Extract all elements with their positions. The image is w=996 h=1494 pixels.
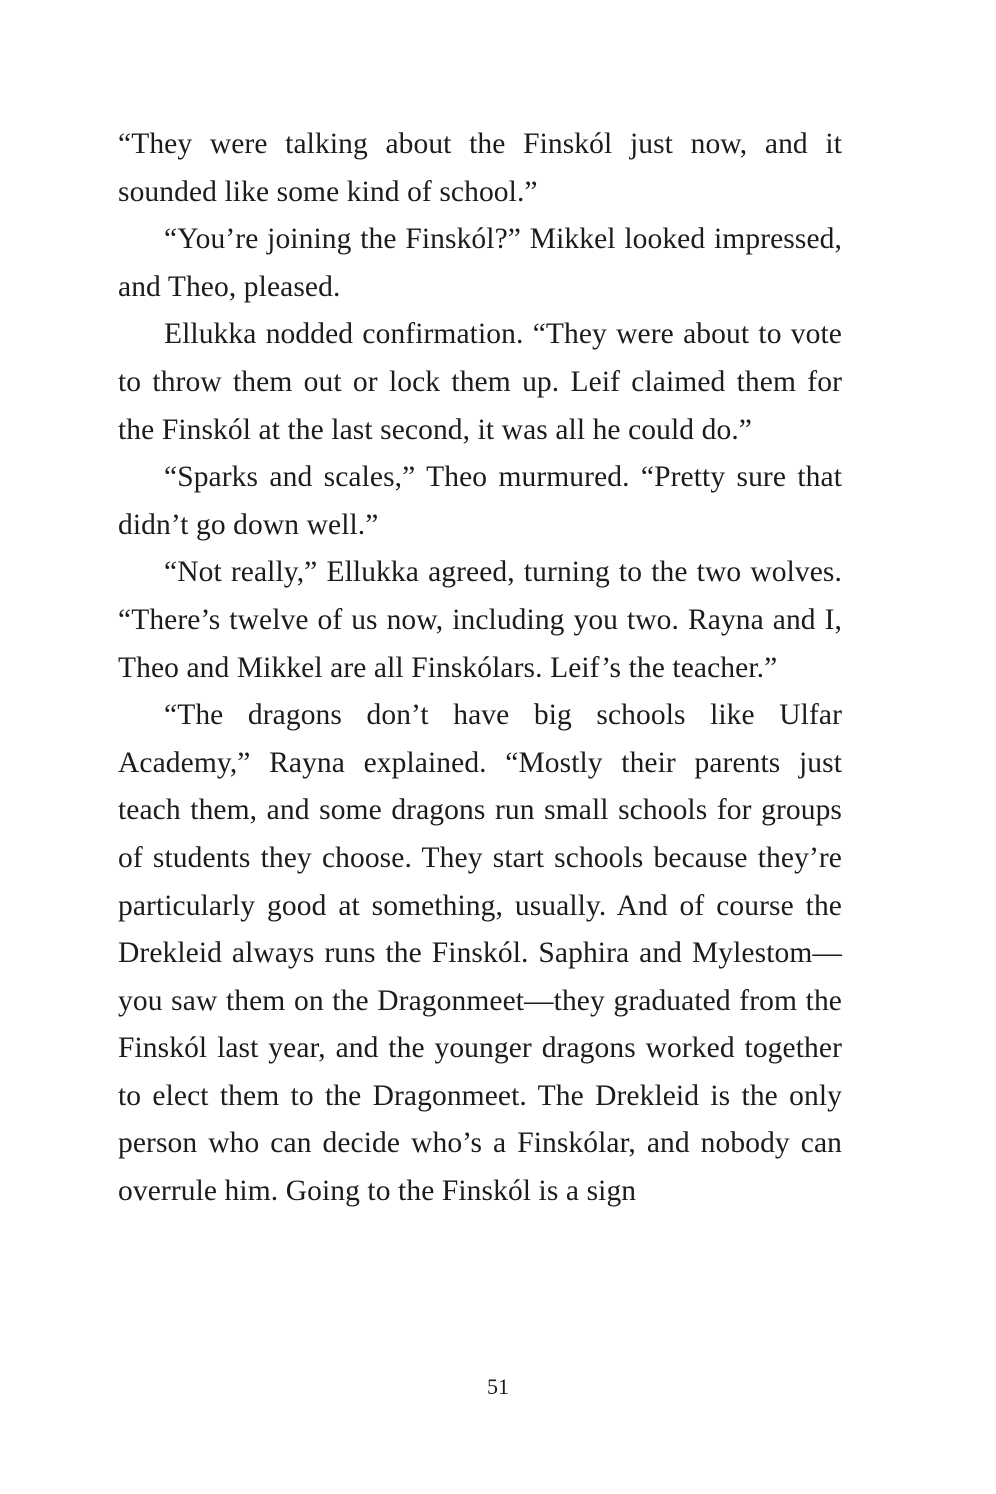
paragraph-3: Ellukka nodded confirmation. “They were about to vote to throw them out or lock them up. Leif claimed them for the Finskól at the last second, it was all he could do.” — [118, 318, 842, 446]
paragraph-6: “The dragons don’t have big schools like Ulfar Academy,” Rayna explained. “Mostly their parents just teach them, and some dragons run small schools for groups of students they choose. They start schools because they’re particularly good at something, usually. And of course the Drekleid always runs the Finskól. Saphira and Mylestom—you saw them on the Dragonmeet—they graduated from the Finskól last year, and the younger dragons worked together to elect them to the Dragonmeet. The Drekleid is the only person who can decide who’s a Finskólar, and nobody can overrule him. Going to the Finskól is a sign — [118, 699, 842, 1208]
paragraph-5: “Not really,” Ellukka agreed, turning to the two wolves. “There’s twelve of us now, including you two. Rayna and I, Theo and Mikkel are all Finskólars. Leif’s the teacher.” — [118, 556, 842, 684]
paragraph-1: “They were talking about the Finskól just now, and it sounded like some kind of school.” — [118, 128, 842, 208]
paragraph-4: “Sparks and scales,” Theo murmured. “Pretty sure that didn’t go down well.” — [118, 461, 842, 541]
paragraph-2: “You’re joining the Finskól?” Mikkel looked impressed, and Theo, pleased. — [118, 223, 842, 303]
page-number: 51 — [487, 1374, 509, 1399]
body-text — [118, 121, 842, 1216]
